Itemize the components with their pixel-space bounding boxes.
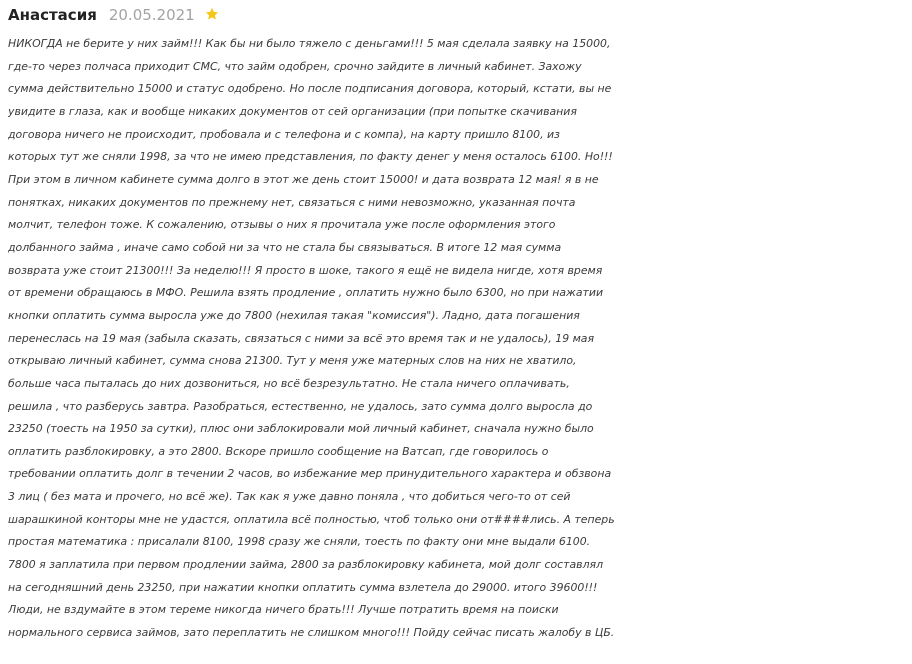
review-text-line: 7800 я заплатила при первом продлении займа, 2800 за разблокировку кабинета, мой долг составлял xyxy=(8,558,604,572)
review-text-line: увидите в глаза, как и вообще никаких документов от сей организации (при попытке скачивания xyxy=(8,104,577,118)
review-text-line: 3 лиц ( без мата и прочего, но всё же). Так как я уже давно поняла , что добиться чего-то от сей xyxy=(8,490,571,504)
review-text-line: открываю личный кабинет, сумма снова 21300. Тут у меня уже матерных слов на них не хватило, xyxy=(8,354,577,368)
review-text-line: сумма действительно 15000 и статус одобрено. Но после подписания договора, который, кстати, вы не xyxy=(8,82,612,96)
review-text-line: Люди, не вздумайте в этом тереме никогда ничего брать!!! Лучше потратить время на поиски xyxy=(8,603,559,617)
review-text-line: на сегодняшний день 23250, при нажатии кнопки оплатить сумма взлетела до 29000. итого 39600!!! xyxy=(8,580,598,594)
review-author[interactable]: Анастасия xyxy=(8,6,97,24)
review-text-line: нормального сервиса займов, зато переплатить не слишком много!!! Пойду сейчас писать жалобу в ЦБ. xyxy=(8,626,615,640)
review-text-line: понятках, никаких документов по прежнему нет, связаться с ними невозможно, указанная почта xyxy=(8,195,576,209)
review-text-line: решила , что разберусь завтра. Разобраться, естественно, не удалось, зато сумма долго выросла до xyxy=(8,399,593,413)
review-text xyxy=(8,33,904,645)
review-text-line: 23250 (тоесть на 1950 за сутки), плюс они заблокировали мой личный кабинет, сначала нужно было xyxy=(8,422,594,436)
review-date: 20.05.2021 xyxy=(108,6,195,24)
review-text-line: При этом в личном кабинете сумма долго в этот же день стоит 15000! и дата возврата 12 мая! я в не xyxy=(8,172,599,186)
review-text-line: долбанного займа , иначе само собой ни за что не стала бы связываться. В итоге 12 мая сумма xyxy=(8,240,562,254)
review-text-line: молчит, телефон тоже. К сожалению, отзывы о них я прочитала уже после оформления этого xyxy=(8,218,556,232)
review-text-line: кнопки оплатить сумма выросла уже до 7800 (нехилая такая "комиссия"). Ладно, дата погашения xyxy=(8,308,580,322)
review-text-line: больше часа пыталась до них дозвониться, но всё безрезультатно. Не стала ничего оплачивать, xyxy=(8,376,570,390)
review-text-line: от времени обращаюсь в МФО. Решила взять продление , оплатить нужно было 6300, но при нажатии xyxy=(8,286,604,300)
review-text-line: где-то через полчаса приходит СМС, что займ одобрен, срочно зайдите в личный кабинет. Захожу xyxy=(8,59,582,73)
review-text-line: которых тут же сняли 1998, за что не имею представления, по факту денег у меня осталось 6100. Но!!! xyxy=(8,150,613,164)
review-text-line: возврата уже стоит 21300!!! За неделю!!! Я просто в шоке, такого я ещё не видела нигде, хотя время xyxy=(8,263,603,277)
review-text-line: перенеслась на 19 мая (забыла сказать, связаться с ними за всё это время так и не удалось), 19 мая xyxy=(8,331,595,345)
review-header xyxy=(8,4,904,26)
review-text-line: требовании оплатить долг в течении 2 часов, во избежание мер принудительного характера и обзвона xyxy=(8,467,612,481)
review-text-line: простая математика : присалали 8100, 1998 сразу же сняли, тоесть по факту они мне выдали 6100. xyxy=(8,535,591,549)
review-text-line: оплатить разблокировку, а это 2800. Вскоре пришло сообщение на Ватсап, где говорилось о xyxy=(8,444,549,458)
star-shape xyxy=(206,8,218,20)
star-icon xyxy=(205,7,219,21)
review-text-line: договора ничего не происходит, пробовала и с телефона и с компа), на карту пришло 8100, из xyxy=(8,127,560,141)
review-text-line: шарашкиной конторы мне не удастся, оплатила всё полностью, чтоб только они от####лись. А теперь xyxy=(8,512,615,526)
review-text-line: НИКОГДА не берите у них займ!!! Как бы ни было тяжело с деньгами!!! 5 мая сделала заявку на 15000, xyxy=(8,37,611,50)
